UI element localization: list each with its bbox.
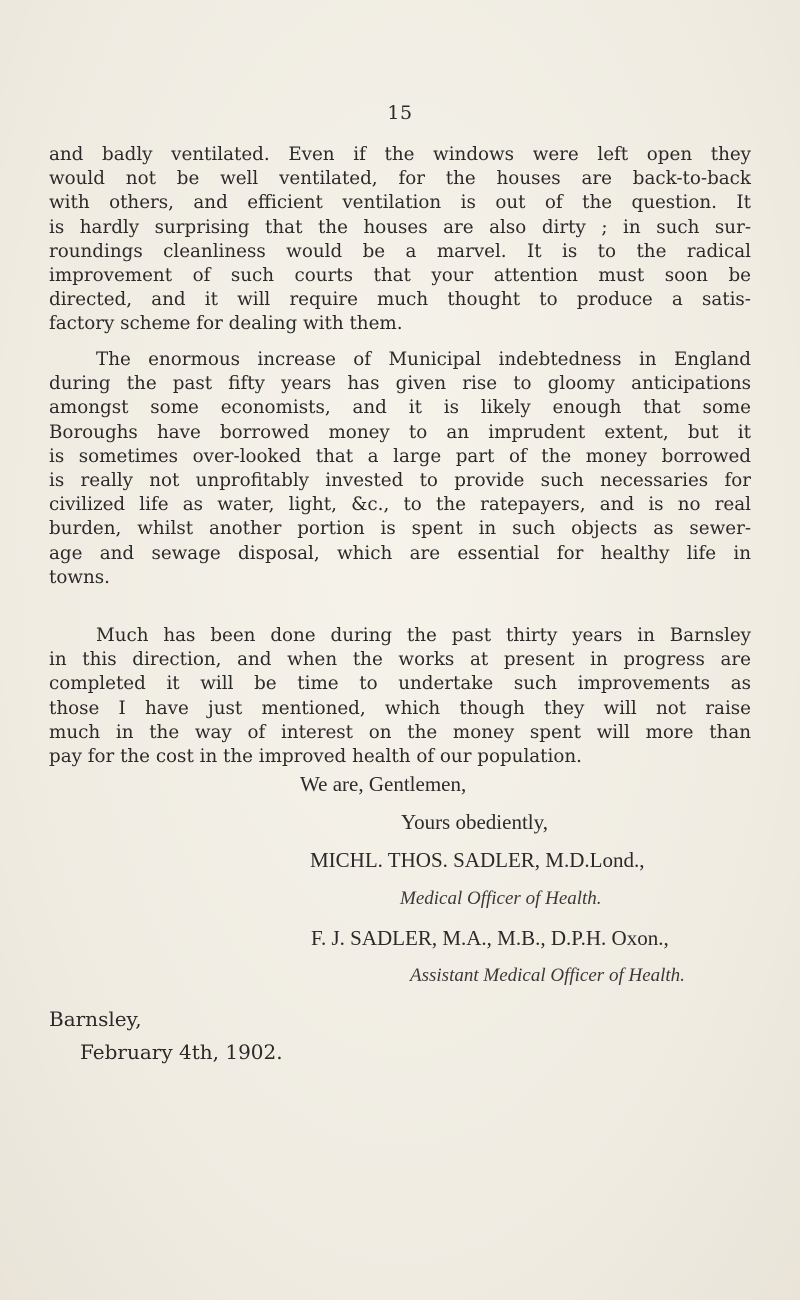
text-line: Boroughs have borrowed money to an imprudent extent, but it (49, 421, 751, 443)
text-line: much in the way of interest on the money spent will more than (49, 721, 751, 743)
text-line: towns. (49, 566, 110, 588)
text-line: improvement of such courts that your attention must soon be (49, 264, 751, 286)
valediction: Yours obediently, (401, 810, 549, 834)
signatory-name: MICHL. THOS. SADLER, M.D.Lond., (310, 848, 645, 872)
text-line: completed it will be time to undertake such improvements as (49, 673, 751, 695)
text-line: civilized life as water, light, &c., to the ratepayers, and is no real (49, 494, 751, 516)
signatory-title: Assistant Medical Officer of Health. (410, 965, 685, 986)
text-line: age and sewage disposal, which are essential for healthy life in (49, 542, 751, 564)
text-line: during the past fifty years has given rise to gloomy anticipations (49, 373, 751, 395)
page-number: 15 (387, 102, 413, 124)
text-line: is really not unprofitably invested to provide such necessaries for (49, 469, 751, 491)
text-line: is hardly surprising that the houses are also dirty ; in such sur- (49, 216, 751, 238)
paragraph-ventilation (49, 143, 751, 337)
text-line: is sometimes over-looked that a large part of the money borrowed (49, 445, 751, 467)
text-line: Much has been done during the past thirty years in Barnsley (96, 625, 751, 646)
text-line: would not be well ventilated, for the houses are back-to-back (49, 168, 751, 190)
place-line: Barnsley, (49, 1007, 142, 1031)
text-line: burden, whilst another portion is spent in such objects as sewer- (49, 518, 751, 540)
text-line: with others, and efficient ventilation is out of the question. It (49, 192, 751, 214)
signatory-name: F. J. SADLER, M.A., M.B., D.P.H. Oxon., (311, 926, 669, 950)
text-line: in this direction, and when the works at present in progress are (49, 649, 751, 671)
paragraph-barnsley-progress (49, 624, 751, 769)
paragraph-municipal-indebtedness (49, 348, 751, 590)
date-line: February 4th, 1902. (80, 1040, 283, 1064)
text-line: directed, and it will require much thought to produce a satis- (49, 289, 751, 311)
closing-salutation: We are, Gentlemen, (300, 772, 467, 796)
text-line: and badly ventilated. Even if the windows were left open they (49, 144, 751, 165)
text-line: amongst some economists, and it is likely enough that some (49, 397, 751, 419)
text-line: roundings cleanliness would be a marvel. It is to the radical (49, 240, 751, 262)
text-line: pay for the cost in the improved health of our population. (49, 745, 582, 767)
text-line: The enormous increase of Municipal indebtedness in England (96, 349, 751, 370)
signatory-title: Medical Officer of Health. (400, 888, 602, 909)
text-line: those I have just mentioned, which though they will not raise (49, 697, 751, 719)
text-line: factory scheme for dealing with them. (49, 313, 403, 335)
